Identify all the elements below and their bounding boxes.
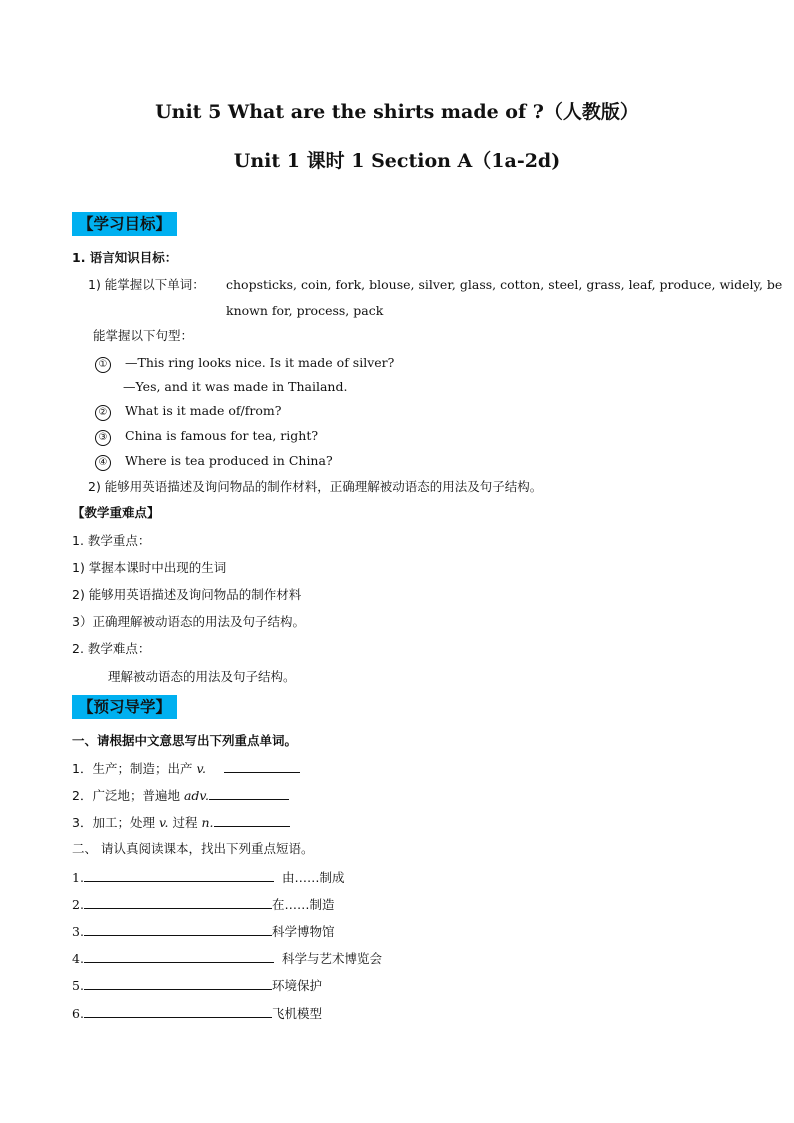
- circled-number: ④: [95, 455, 111, 471]
- item-number: 5.: [72, 978, 84, 993]
- part1-item: [72, 813, 290, 832]
- part2-heading: 二、 请认真阅读课本，找出下列重点短语。: [72, 841, 314, 856]
- item-meaning: 生产；制造；出产: [92, 761, 193, 776]
- goal1-words-line1: chopsticks, coin, fork, blouse, silver, glass, cotton, steel, grass, leaf, produce, widely, be: [226, 277, 783, 292]
- goal1-sentences-label: 能掌握以下句型：: [93, 328, 194, 343]
- answer-blank[interactable]: [214, 813, 290, 827]
- part-of-speech: v.: [196, 761, 207, 776]
- part2-item: [72, 976, 322, 995]
- key-point-line: 2. 教学难点：: [72, 641, 151, 656]
- part1-item: [72, 786, 289, 805]
- goal1-words-line2: known for, process, pack: [226, 303, 384, 318]
- goal2: 2) 能够用英语描述及询问物品的制作材料，正确理解被动语态的用法及句子结构。: [88, 479, 543, 494]
- sentence-item: [95, 402, 281, 421]
- sentence-item: [95, 427, 318, 446]
- part1-heading: 一、请根据中文意思写出下列重点单词。: [72, 733, 298, 748]
- item-number: 6.: [72, 1006, 84, 1021]
- item-meaning: 科学博物馆: [271, 924, 335, 939]
- answer-blank[interactable]: [84, 895, 272, 909]
- item-number: 3．: [72, 815, 93, 830]
- goal1-heading: 1. 语言知识目标：: [72, 250, 178, 265]
- part2-item: [72, 949, 382, 968]
- section-tag-goals: 【学习目标】: [72, 212, 177, 236]
- answer-blank[interactable]: [209, 786, 289, 800]
- answer-blank[interactable]: [84, 868, 274, 882]
- item-meaning: 环境保护: [271, 978, 322, 993]
- key-point-line: 1) 掌握本课时中出现的生词: [72, 560, 227, 575]
- answer-blank[interactable]: [84, 976, 272, 990]
- answer-blank[interactable]: [84, 1004, 272, 1018]
- answer-blank[interactable]: [84, 949, 274, 963]
- part2-item: [72, 922, 334, 941]
- circled-number: ②: [95, 405, 111, 421]
- part-of-speech: v.: [158, 815, 169, 830]
- key-point-line: 2) 能够用英语描述及询问物品的制作材料: [72, 587, 302, 602]
- item-meaning: 在……制造: [271, 897, 335, 912]
- part-of-speech: n.: [201, 815, 214, 830]
- item-meaning-extra: 过程: [172, 815, 198, 830]
- part1-item: [72, 759, 300, 778]
- key-point-line: 1. 教学重点：: [72, 533, 151, 548]
- sentence-text: —This ring looks nice. Is it made of silver?: [125, 355, 395, 370]
- section-tag-preview: 【预习导学】: [72, 695, 177, 719]
- item-meaning: 飞机模型: [271, 1006, 322, 1021]
- goal1-words-label: 1) 能掌握以下单词：: [88, 277, 205, 292]
- key-point-line: 理解被动语态的用法及句子结构。: [108, 669, 296, 684]
- sentence-text: —Yes, and it was made in Thailand.: [123, 379, 348, 394]
- part2-item: [72, 868, 344, 887]
- item-number: 1．: [72, 761, 93, 776]
- item-number: 2.: [72, 897, 84, 912]
- sentence-item: [123, 378, 347, 396]
- part2-item: [72, 1004, 322, 1023]
- item-number: 2．: [72, 788, 93, 803]
- answer-blank[interactable]: [84, 922, 272, 936]
- sentence-item: [95, 354, 394, 373]
- document-title: Unit 5 What are the shirts made of ?（人教版）: [155, 101, 639, 123]
- part2-item: [72, 895, 334, 914]
- item-meaning: 加工；处理: [92, 815, 155, 830]
- item-number: 3.: [72, 924, 84, 939]
- item-meaning: 广泛地；普遍地: [92, 788, 180, 803]
- item-meaning: 由……制成: [281, 870, 345, 885]
- key-points-heading: 【教学重难点】: [72, 505, 160, 520]
- item-number: 1.: [72, 870, 84, 885]
- key-point-line: 3）正确理解被动语态的用法及句子结构。: [72, 614, 305, 629]
- sentence-text: China is famous for tea, right?: [125, 428, 319, 443]
- answer-blank[interactable]: [224, 759, 300, 773]
- circled-number: ③: [95, 430, 111, 446]
- item-number: 4.: [72, 951, 84, 966]
- sentence-text: What is it made of/from?: [125, 403, 282, 418]
- sentence-item: [95, 452, 333, 471]
- circled-number: ①: [95, 357, 111, 373]
- part-of-speech: adv.: [183, 788, 209, 803]
- item-meaning: 科学与艺术博览会: [281, 951, 382, 966]
- document-subtitle: Unit 1 课时 1 Section A（1a-2d): [233, 150, 561, 172]
- sentence-text: Where is tea produced in China?: [125, 453, 333, 468]
